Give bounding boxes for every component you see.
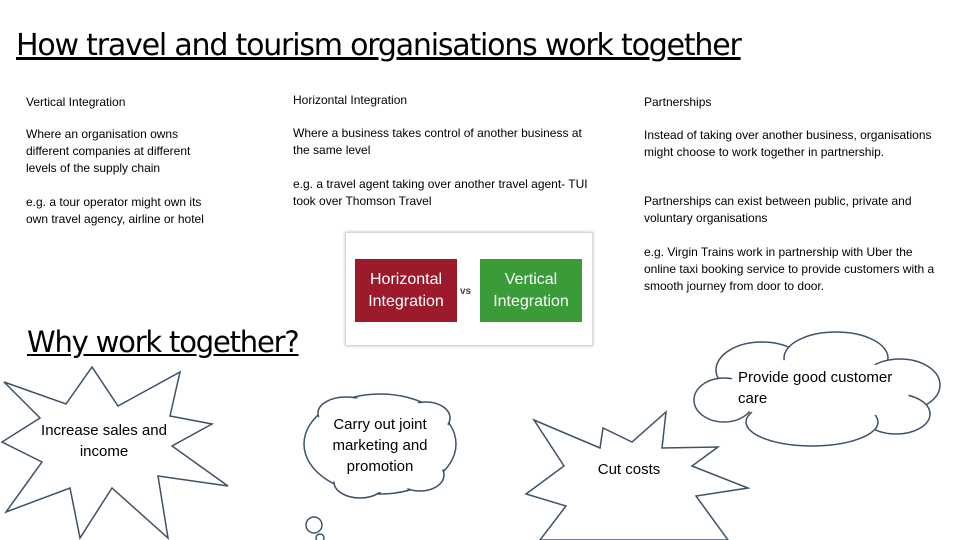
versus-label: vs xyxy=(460,286,472,297)
partnerships-heading: Partnerships xyxy=(644,95,712,109)
reason-customer-care: Provide good customer care xyxy=(738,369,893,407)
horizontal-integration-example: e.g. a travel agent taking over another travel agent- TUI took over Thomson Travel xyxy=(293,177,588,208)
horizontal-integration-definition: Where a business takes control of another business at the same level xyxy=(293,126,582,157)
vertical-integration-example: e.g. a tour operator might own its own travel agency, airline or hotel xyxy=(26,195,204,226)
reason-increase-sales: Increase sales and income xyxy=(41,422,167,460)
page-title: How travel and tourism organisations work together xyxy=(16,28,741,63)
partnerships-example: e.g. Virgin Trains work in partnership with Uber the online taxi booking service to provide customers with a smooth journey from door to door. xyxy=(644,245,935,293)
vertical-integration-box: Vertical Integration xyxy=(480,259,582,322)
reason-cut-costs: Cut costs xyxy=(597,461,661,478)
partnerships-definition: Instead of taking over another business, organisations might choose to work together in partnership. xyxy=(644,128,932,159)
reason-joint-marketing: Carry out joint marketing and promotion xyxy=(332,416,428,475)
horizontal-integration-box: Horizontal Integration xyxy=(355,259,457,322)
why-work-together-heading: Why work together? xyxy=(27,325,299,359)
partnerships-types: Partnerships can exist between public, private and voluntary organisations xyxy=(644,194,912,225)
horizontal-integration-heading: Horizontal Integration xyxy=(293,93,408,107)
vertical-integration-definition: Where an organisation owns different companies at different levels of the supply chain xyxy=(26,127,191,175)
vertical-integration-heading: Vertical Integration xyxy=(26,95,126,109)
